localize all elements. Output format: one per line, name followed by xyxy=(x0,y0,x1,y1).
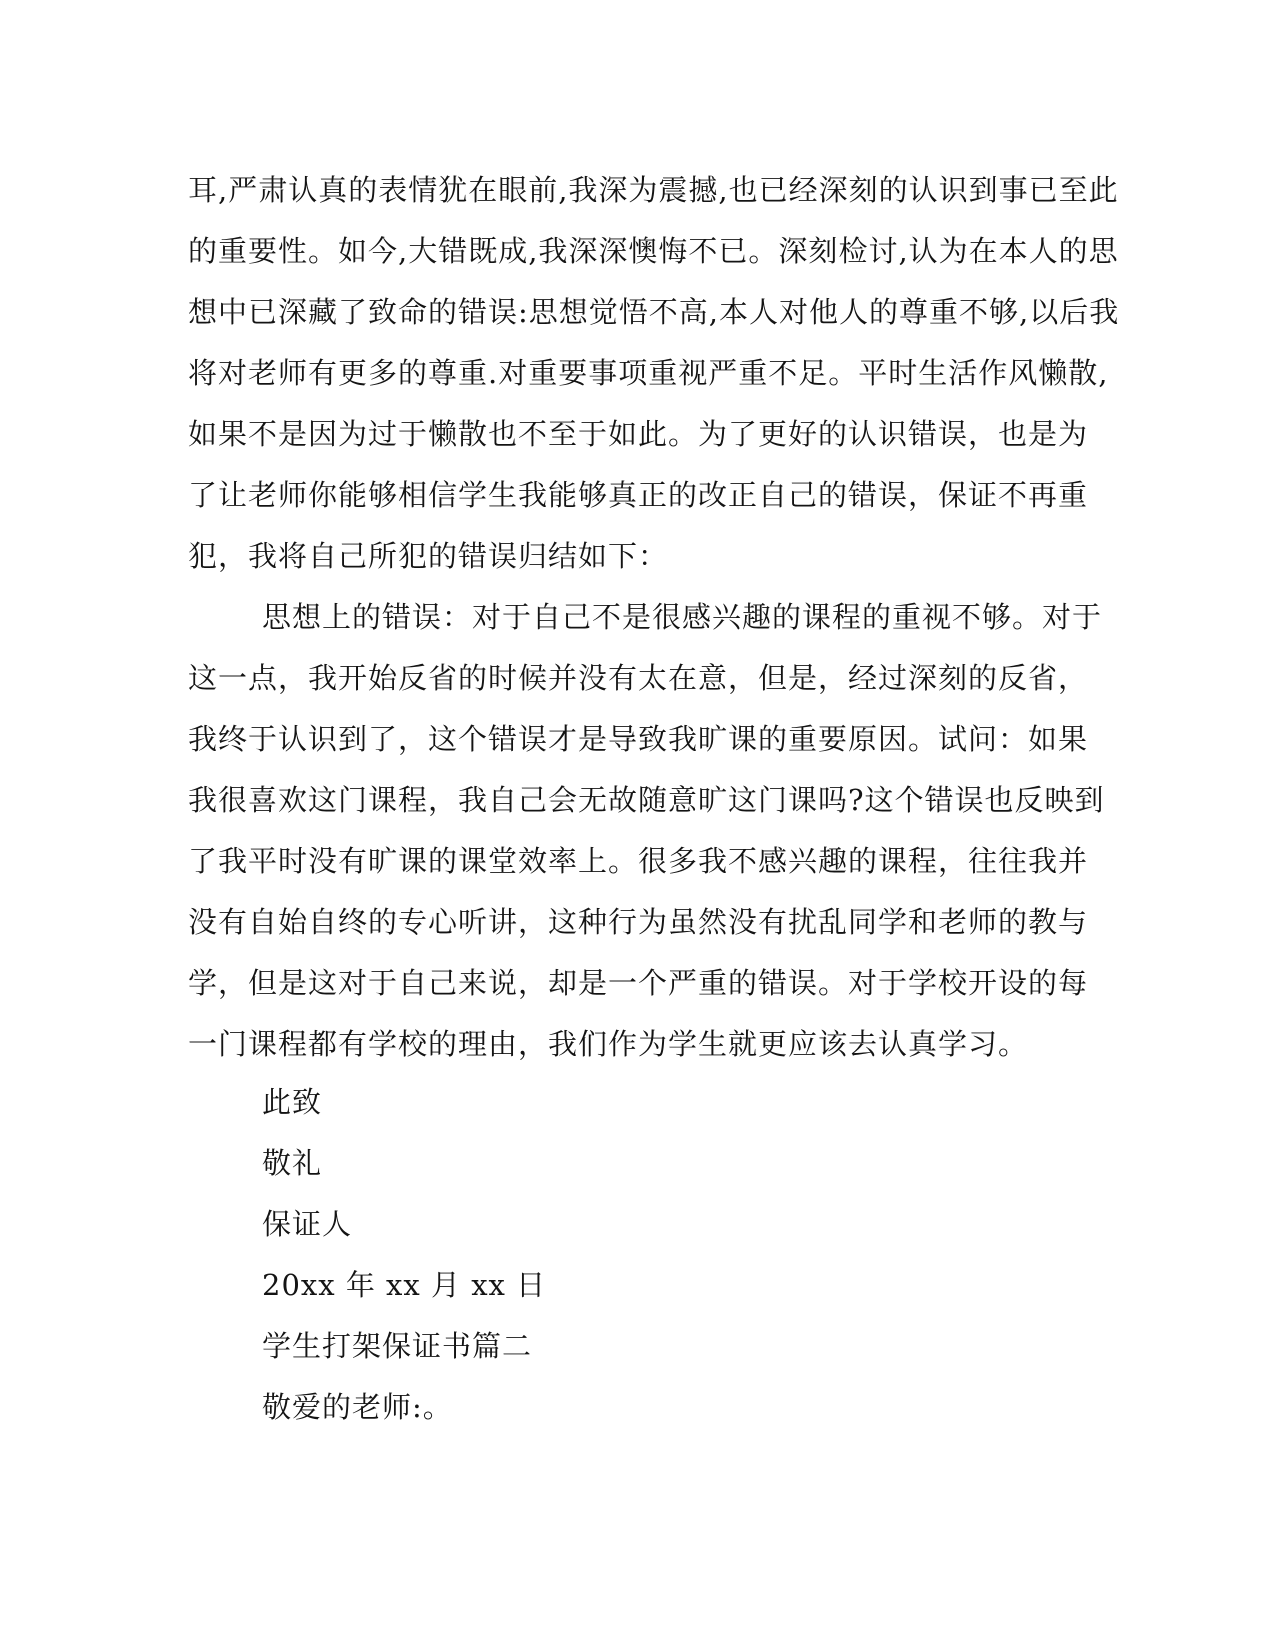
paragraph-line: 犯，我将自己所犯的错误归结如下： xyxy=(188,539,669,573)
paragraph-line: 一门课程都有学校的理由，我们作为学生就更应该去认真学习。 xyxy=(188,1027,1029,1061)
greeting-line: 敬爱的老师:。 xyxy=(262,1390,453,1424)
paragraph-line: 我很喜欢这门课程，我自己会无故随意旷这门课吗?这个错误也反映到 xyxy=(188,783,1105,817)
section-title: 学生打架保证书篇二 xyxy=(262,1329,533,1363)
signer-label: 保证人 xyxy=(262,1207,353,1241)
document-body xyxy=(188,160,1120,1075)
paragraph-line: 的重要性。如今,大错既成,我深深懊悔不已。深刻检讨,认为在本人的思 xyxy=(188,234,1119,268)
paragraph-line: 我终于认识到了，这个错误才是导致我旷课的重要原因。试问：如果 xyxy=(188,722,1089,756)
closing-block xyxy=(262,1072,962,1438)
paragraph-line: 思想上的错误：对于自己不是很感兴趣的课程的重视不够。对于 xyxy=(262,600,1103,634)
salutation-line: 此致 xyxy=(262,1085,323,1119)
paragraph-line: 将对老师有更多的尊重.对重要事项重视严重不足。平时生活作风懒散, xyxy=(188,356,1109,390)
paragraph-line: 想中已深藏了致命的错误:思想觉悟不高,本人对他人的尊重不够,以后我 xyxy=(188,295,1120,329)
paragraph-line: 了让老师你能够相信学生我能够真正的改正自己的错误，保证不再重 xyxy=(188,478,1089,512)
paragraph-line: 没有自始自终的专心听讲，这种行为虽然没有扰乱同学和老师的教与 xyxy=(188,905,1089,939)
respect-line: 敬礼 xyxy=(262,1146,323,1180)
paragraph-line: 学，但是这对于自己来说，却是一个严重的错误。对于学校开设的每 xyxy=(188,966,1089,1000)
paragraph-line: 这一点，我开始反省的时候并没有太在意，但是，经过深刻的反省， xyxy=(188,661,1089,695)
paragraph-line: 耳,严肃认真的表情犹在眼前,我深为震撼,也已经深刻的认识到事已至此 xyxy=(188,173,1119,207)
date-line: 20xx 年 xx 月 xx 日 xyxy=(262,1268,547,1302)
paragraph-line: 了我平时没有旷课的课堂效率上。很多我不感兴趣的课程，往往我并 xyxy=(188,844,1089,878)
paragraph-line: 如果不是因为过于懒散也不至于如此。为了更好的认识错误，也是为 xyxy=(188,417,1089,451)
